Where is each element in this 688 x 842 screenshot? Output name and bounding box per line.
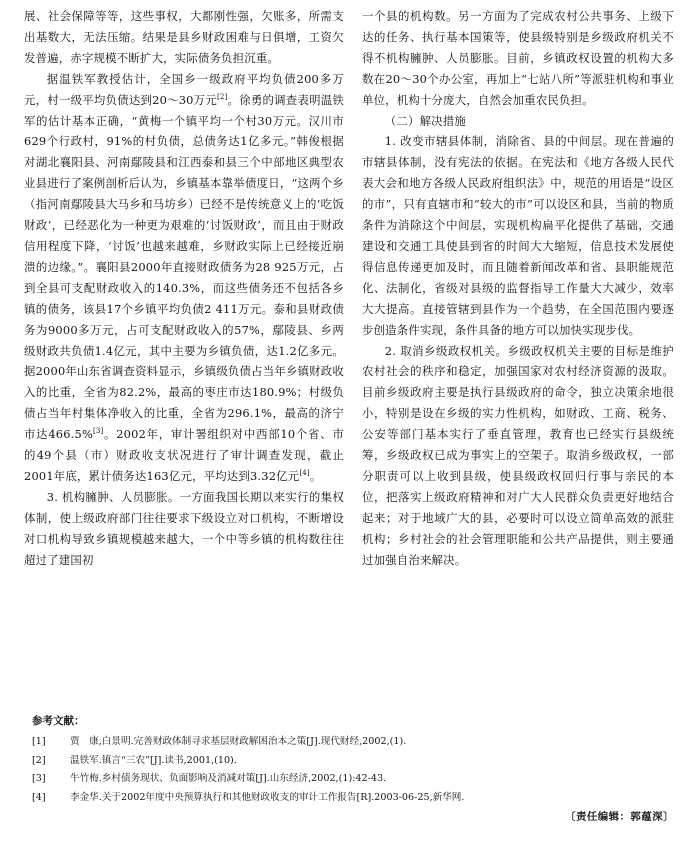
citation-marker: [4] [299,469,310,478]
reference-number: [1] [32,736,46,747]
citation-marker: [2] [216,92,228,101]
body-paragraph: 展、社会保障等等，这些事权，大都刚性强，欠账多，所需支出基数大，无法压缩。结果是县乡财政困难与日俱增，工资欠发普遍，赤字规模不断扩大，实际债务负担沉重。 [24,9,344,65]
body-paragraph: 1. 改变市辖县体制，消除省、县的中间层。现在普遍的市辖县体制，没有宪法的依据。在宪法和《地方各级人民代表大会和地方各级人民政府组织法》中，规范的用语是“设区的市”，只有直辖市和“较大的市”可以设区和县，当前的物质条件为消除这个中间层，实现机构扁平化提供了基础，交通建设和交通工具使县到省的时间大大缩短，信息技术发展使得信息传递更加及时，而且随着新闻改革和省、县职能规范化、法制化，省级对县级的监督指导工作量大大减少，效率大大提高。直接管辖到县作为一个趋势，在全国范围内要逐步创造条件实现，条件具备的地方可以加快实现步伐。 [362,134,674,337]
reference-item [32,752,662,771]
reference-text: 贾 康,白景明.完善财政体制寻求基层财政解困治本之策[J].现代财经,2002,(1). [70,736,407,747]
reference-text: 温铁军.镇言“三农”[J].读书,2001,(10). [70,754,237,766]
section-heading: （二）解决措施 [384,113,466,128]
right-column [362,6,674,570]
reference-text: 李金华.关于2002年度中央预算执行和其他财政收支的审计工作报告[R].2003-06-25,新华网. [70,791,465,803]
references-title: 参考文献： [32,715,85,727]
citation-marker: [3] [92,427,104,436]
body-paragraph: 2. 取消乡级政权机关。乡级政权机关主要的目标是维护农村社会的秩序和稳定，加强国家对农村经济资源的汲取。目前乡级政府主要是执行县级政府的命令，独立决策余地很小，特别是设在乡级的实力性机构，如财政、工商、税务、公安等部门基本实行了垂直管理，教育也已经实行县级统筹，乡级政权已成为事实上的空架子。取消乡级政权，一部分职责可以上收到县级，使县级政权回归行事与亲民的本位，把落实上级政府精神和对广大人民群众负责更好地结合起来；对于地域广大的县，必要时可以设立简单高效的派驻机构；乡村社会的社会管理职能和公共产品提供，则主要通过加强自治来解决。 [362,343,674,567]
reference-number: [3] [32,773,46,785]
reference-number: [2] [32,754,46,766]
reference-list [32,733,662,807]
reference-item [32,770,662,789]
reference-item [32,789,662,808]
responsible-editor: 〔责任编辑：郭蕴深〕 [565,811,674,823]
reference-item [32,733,662,752]
left-column [24,6,344,570]
body-paragraph: 据温铁军教授估计，全国乡一级政府平均负债200多万元，村一级平均负债达到20～30万元[2]。徐勇的调查表明温铁军的估计基本正确，“黄梅一个镇平均一个村30万元。汉川市629个行政村，91%的村负债，总债务达1亿多元。”韩俊根据对湖北襄阳县、河南鄢陵县和江西泰和县三个中部地区典型农业县进行了案例剖析后认为，乡镇基本靠举债度日，“这两个乡（指河南鄢陵县大马乡和马坊乡）已经不是传统意义上的‘吃饭财政’，已经恶化为一种更为艰难的‘讨饭财政’，而且由于财政信用程度下降，‘讨饭’也越来越难，乡财政实际上已经接近崩溃的边缘。”。襄阳县2000年直接财政债务为28 925万元，占到全县可支配财政收入的140.3%，而这些债务还不包括各乡镇的债务，该县17个乡镇平均负债2 411万元。泰和县财政债务为9000多万元，占可支配财政收入的57%，鄢陵县、乡两级财政共负债1.4亿元，其中主要为乡镇负债，达1.2亿多元。据2000年山东省调查资料显示，乡镇级负债占当年乡镇财政收入的比重，全省为82.2%，最高的枣庄市达180.9%；村级负债占当年村集体净收入的比重，全省为296.1%，最高的济宁市达466.5%[3]。2002年，审计署组织对中西部10个省、市的49个县（市）财政收支状况进行了审计调查发现，截止2001年底，累计债务达163亿元，平均达到3.32亿元[4]。 [24,71,344,483]
reference-number: [4] [32,791,46,803]
body-paragraph: 一个县的机构数。另一方面为了完成农村公共事务、上级下达的任务、执行基本国策等，使县级特别是乡级政府机关不得不机构臃肿、人员膨胀。目前，乡镇政权设置的机构大多数在20～30个办公室，再加上“七站八所”等派驻机构和事业单位，机构十分庞大，自然会加重农民负担。 [362,9,674,107]
body-paragraph: 3. 机构臃肿、人员膨胀。一方面我国长期以来实行的集权体制，使上级政府部门往往要求下级设立对口机构，不断增设对口机构导致乡镇规模越来越大，一个中等乡镇的机构数往往超过了建国初 [24,489,344,567]
reference-text: 牛竹梅.乡村债务现状、负面影响及消减对策[J].山东经济,2002,(1):42-43. [70,773,387,785]
